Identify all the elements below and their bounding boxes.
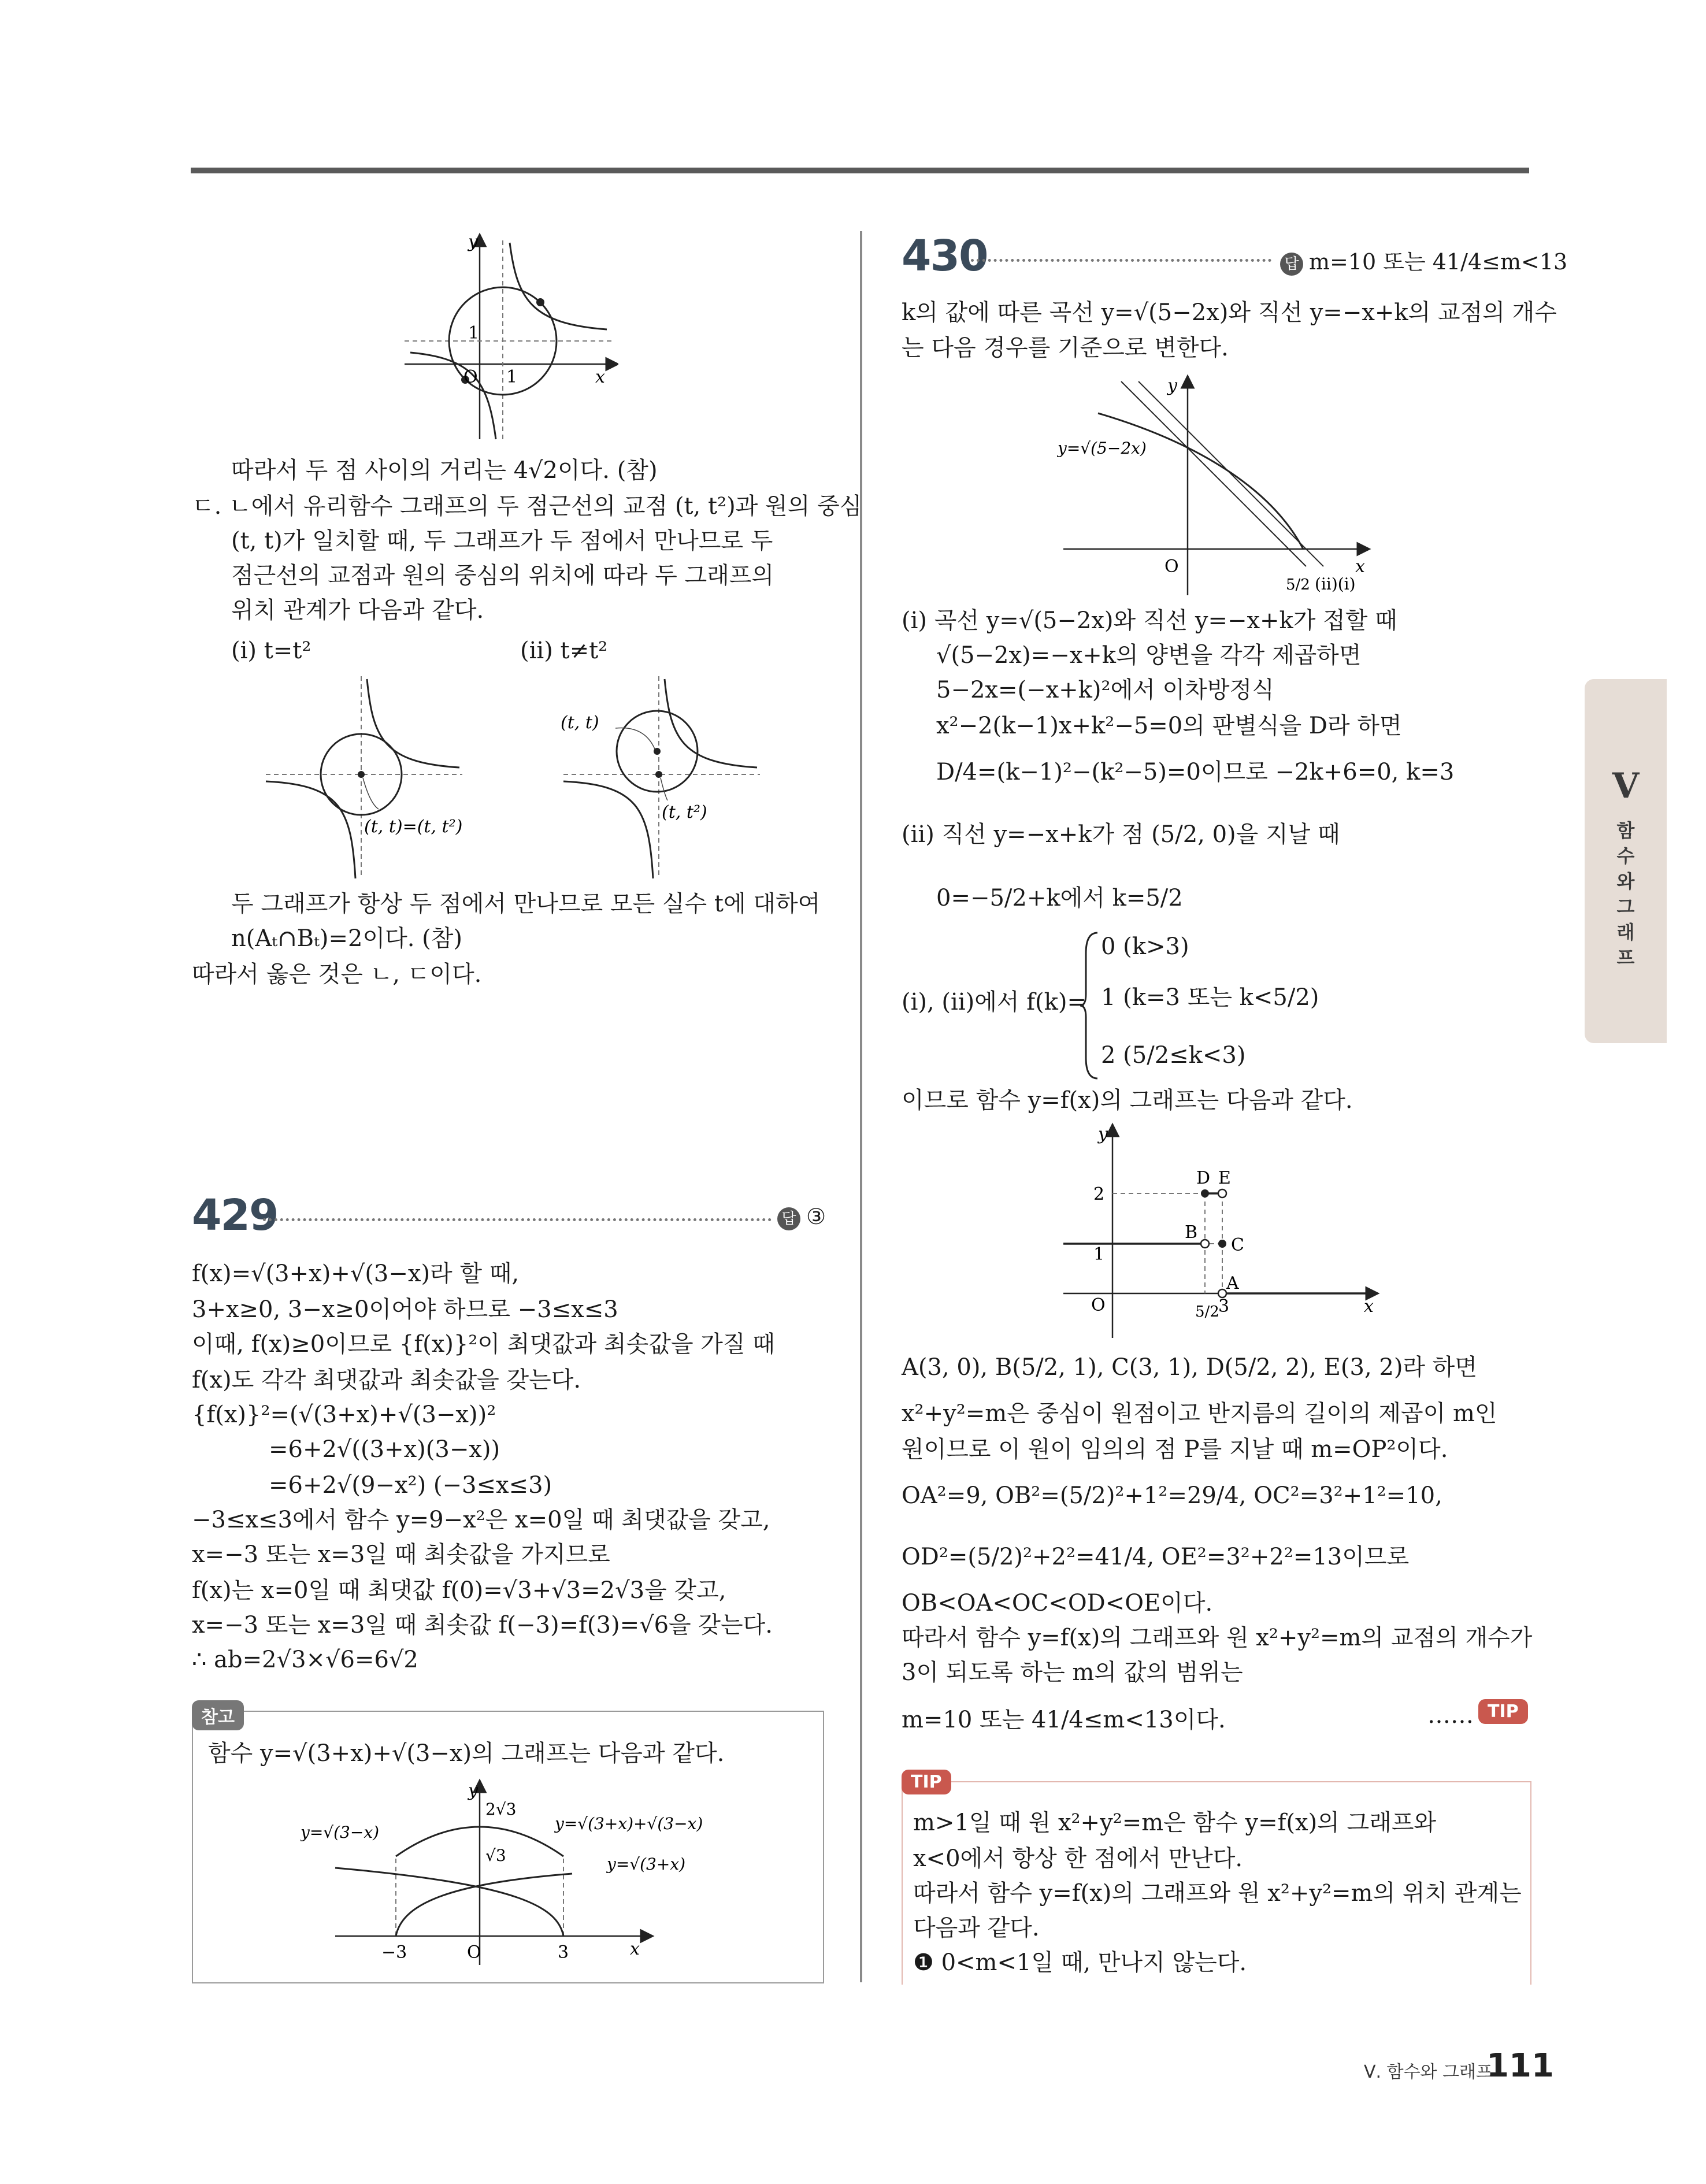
g1-x: x [1355,557,1365,577]
side-tab-char: 함 [1616,820,1635,841]
g2-E: E [1218,1168,1231,1188]
ref-lbl-left: y=√(3−x) [301,1823,380,1842]
p430-answer [1280,244,1567,276]
fig-circle-hyperbola [399,231,618,445]
p430-a-4: D/4=(k−1)²−(k²−5)=0이므로 −2k+6=0, k=3 [936,759,1455,785]
g1-marks: (ⅱ)(ⅰ) [1315,574,1356,594]
side-tab-char: 래 [1616,921,1635,943]
problem-number-429: 429 [192,1191,278,1240]
left-after-line-0: 두 그래프가 항상 두 점에서 만나므로 모든 실수 t에 대하여 [231,891,821,917]
case-i-label: (ⅰ) t=t² [231,637,311,664]
g2-y: y [1098,1124,1108,1144]
p430-a-2: 5−2x=(−x+k)²에서 이차방정식 [936,677,1274,703]
footer-chapter: Ⅴ. 함수와 그래프 [1364,2062,1493,2082]
left-prev-line-2: (t, t)가 일치할 때, 두 그래프가 두 점에서 만나므로 두 [231,528,773,554]
answer-badge-icon: 답 [1280,253,1303,276]
ref-lbl-sum: y=√(3+x)+√(3−x) [555,1814,703,1833]
p430-a-6: 0=−5/2+k에서 k=5/2 [936,885,1183,911]
left-prev-line-0: 따라서 두 점 사이의 거리는 4√2이다. (참) [231,457,658,484]
tip-tag: TIP [902,1770,951,1794]
page-number: 111 [1486,2047,1554,2085]
p429-answer [777,1204,826,1230]
g2-two: 2 [1093,1184,1105,1204]
tip-tag-inline: TIP [1478,1699,1528,1724]
tip-dots: …… [1427,1702,1474,1729]
fig3-label-top: (t, t) [561,713,599,733]
ref-origin: O [467,1942,481,1963]
p429-line-6: =6+2√(9−x²) (−3≤x≤3) [269,1472,552,1499]
case-ii-label: (ⅱ) t≠t² [520,637,608,664]
p430-b-2: 원이므로 이 원이 임의의 점 P를 지날 때 m=OP²이다. [902,1436,1448,1463]
g1-curve-label: y=√(5−2x) [1058,439,1147,458]
p430-a-1: √(5−2x)=−x+k의 양변을 각각 제곱하면 [936,642,1362,669]
tip-line-3: 다음과 같다. [913,1915,1040,1941]
left-prev-line-3: 점근선의 교점과 원의 중심의 위치에 따라 두 그래프의 [231,562,774,589]
reference-text: 함수 y=√(3+x)+√(3−x)의 그래프는 다음과 같다. [208,1740,725,1767]
answer-badge-icon: 답 [777,1207,800,1230]
p429-line-3: f(x)도 각각 최댓값과 최솟값을 갖는다. [192,1367,581,1393]
reference-tag: 참고 [192,1700,244,1730]
p430-b-5: OB<OA<OC<OD<OE이다. [902,1590,1213,1616]
g2-D: D [1196,1168,1211,1188]
p430-dots [971,259,1271,262]
ref-max: 2√3 [485,1800,517,1819]
tip-line-0: m>1일 때 원 x²+y²=m은 함수 y=f(x)의 그래프와 [913,1810,1437,1836]
p430-b-0: A(3, 0), B(5/2, 1), C(3, 1), D(5/2, 2), E(3, 2)라 하면 [902,1354,1478,1381]
p429-line-9: f(x)는 x=0일 때 최댓값 f(0)=√3+√3=2√3을 갖고, [192,1577,726,1604]
p430-b-4: OD²=(5/2)²+2²=41/4, OE²=3²+2²=13이므로 [902,1544,1410,1570]
p430-b-3: OA²=9, OB²=(5/2)²+1²=29/4, OC²=3²+1²=10, [902,1482,1442,1509]
ref-y: y [468,1781,478,1801]
fig1-one-x: 1 [506,367,518,387]
ref-x: x [630,1939,640,1959]
p430-b-7: 3이 되도록 하는 m의 값의 범위는 [902,1659,1243,1686]
p430-a-3: x²−2(k−1)x+k²−5=0의 판별식을 D라 하면 [936,713,1402,739]
p430-b-6: 따라서 함수 y=f(x)의 그래프와 원 x²+y²=m의 교점의 개수가 [902,1625,1533,1651]
p429-line-1: 3+x≥0, 3−x≥0이어야 하므로 −3≤x≤3 [192,1296,618,1323]
p429-answer-value: ③ [806,1204,826,1229]
side-tab-roman: V [1612,766,1640,806]
p429-line-10: x=−3 또는 x=3일 때 최솟값 f(−3)=f(3)=√6을 갖는다. [192,1612,773,1638]
tip-line-2: 따라서 함수 y=f(x)의 그래프와 원 x²+y²=m의 위치 관계는 [913,1880,1522,1907]
fig1-origin: O [463,367,478,387]
ref-graph [301,1774,717,1971]
fig1-one-y: 1 [468,323,480,343]
p429-line-4: {f(x)}²=(√(3+x)+√(3−x))² [192,1401,496,1428]
p429-line-2: 이때, f(x)≥0이므로 {f(x)}²이 최댓값과 최솟값을 가질 때 [192,1331,775,1358]
g2-B: B [1185,1222,1198,1243]
p430-intro-0: k의 값에 따른 곡선 y=√(5−2x)와 직선 y=−x+k의 교점의 개수 [902,299,1557,326]
left-prev-line-4: 위치 관계가 다음과 같다. [231,597,484,624]
p429-line-5: =6+2√((3+x)(3−x)) [269,1436,500,1463]
side-tab-char: 와 [1616,870,1635,892]
left-prev-line-1: ㄷ. ㄴ에서 유리함수 그래프의 두 점근선의 교점 (t, t²)과 원의 중심 [192,493,862,520]
p430-intro-1: 는 다음 경우를 기준으로 변한다. [902,335,1229,361]
g1-y: y [1167,376,1177,396]
chapter-side-tab [1585,679,1667,1043]
p429-line-0: f(x)=√(3+x)+√(3−x)라 할 때, [192,1260,520,1287]
piecewise-brace [1078,930,1101,1081]
tip-line-1: x<0에서 항상 한 점에서 만난다. [913,1845,1243,1872]
g2-three: 3 [1218,1296,1230,1317]
p429-dots [263,1218,772,1221]
side-tab-label [1585,818,1667,970]
p430-a-0: (ⅰ) 곡선 y=√(5−2x)와 직선 y=−x+k가 접할 때 [902,607,1397,634]
g1-five-half: 5/2 [1286,576,1310,594]
p430-b-1: x²+y²=m은 중심이 원점이고 반지름의 길이의 제곱이 m인 [902,1400,1497,1427]
top-rule [191,168,1529,173]
g1-origin: O [1164,557,1179,577]
side-tab-char: 수 [1616,845,1635,867]
g2-one: 1 [1093,1244,1105,1265]
g2-A: A [1226,1273,1239,1293]
fig1-y: y [468,232,478,252]
side-tab-char: 그 [1616,896,1635,918]
p429-line-11: ∴ ab=2√3×√6=6√2 [192,1647,418,1673]
p430-graph2 [1058,1121,1381,1341]
ref-pos3: 3 [558,1942,569,1963]
piecewise-head: (ⅰ), (ⅱ)에서 f(k)= [902,989,1086,1015]
fig2-label: (t, t)=(t, t²) [364,817,463,837]
p430-graph1 [1052,373,1375,598]
fig-case-i [260,670,468,884]
piecewise-0: 0 (k>3) [1101,933,1189,960]
fig-case-ii [558,670,766,884]
p430-b-8: m=10 또는 41/4≤m<13이다. [902,1707,1226,1733]
g2-x: x [1364,1296,1374,1317]
piecewise-2: 2 (5/2≤k<3) [1101,1042,1246,1069]
tip-line-4: ❶ 0<m<1일 때, 만나지 않는다. [913,1949,1247,1976]
g2-origin: O [1091,1295,1106,1315]
g2-five-half: 5/2 [1195,1303,1219,1321]
g2-C: C [1231,1235,1244,1255]
ref-mid: √3 [485,1846,506,1865]
p430-a-5: (ⅱ) 직선 y=−x+k가 점 (5/2, 0)을 지날 때 [902,821,1340,848]
left-after-line-2: 따라서 옳은 것은 ㄴ, ㄷ이다. [192,961,482,988]
fig3-label-bot: (t, t²) [662,802,707,822]
p429-line-8: x=−3 또는 x=3일 때 최솟값을 가지므로 [192,1541,610,1568]
side-tab-char: 프 [1616,947,1635,969]
p430-answer-value: m=10 또는 41/4≤m<13 [1309,249,1568,275]
piecewise-1: 1 (k=3 또는 k<5/2) [1101,984,1319,1011]
p429-line-7: −3≤x≤3에서 함수 y=9−x²은 x=0일 때 최댓값을 갖고, [192,1507,770,1533]
left-after-line-1: n(Aₜ∩Bₜ)=2이다. (참) [231,925,463,952]
ref-neg3: −3 [381,1942,407,1963]
fig1-x: x [595,367,605,387]
problem-number-430: 430 [902,231,988,281]
ref-lbl-right: y=√(3+x) [607,1855,686,1874]
after-piecewise: 이므로 함수 y=f(x)의 그래프는 다음과 같다. [902,1087,1353,1114]
